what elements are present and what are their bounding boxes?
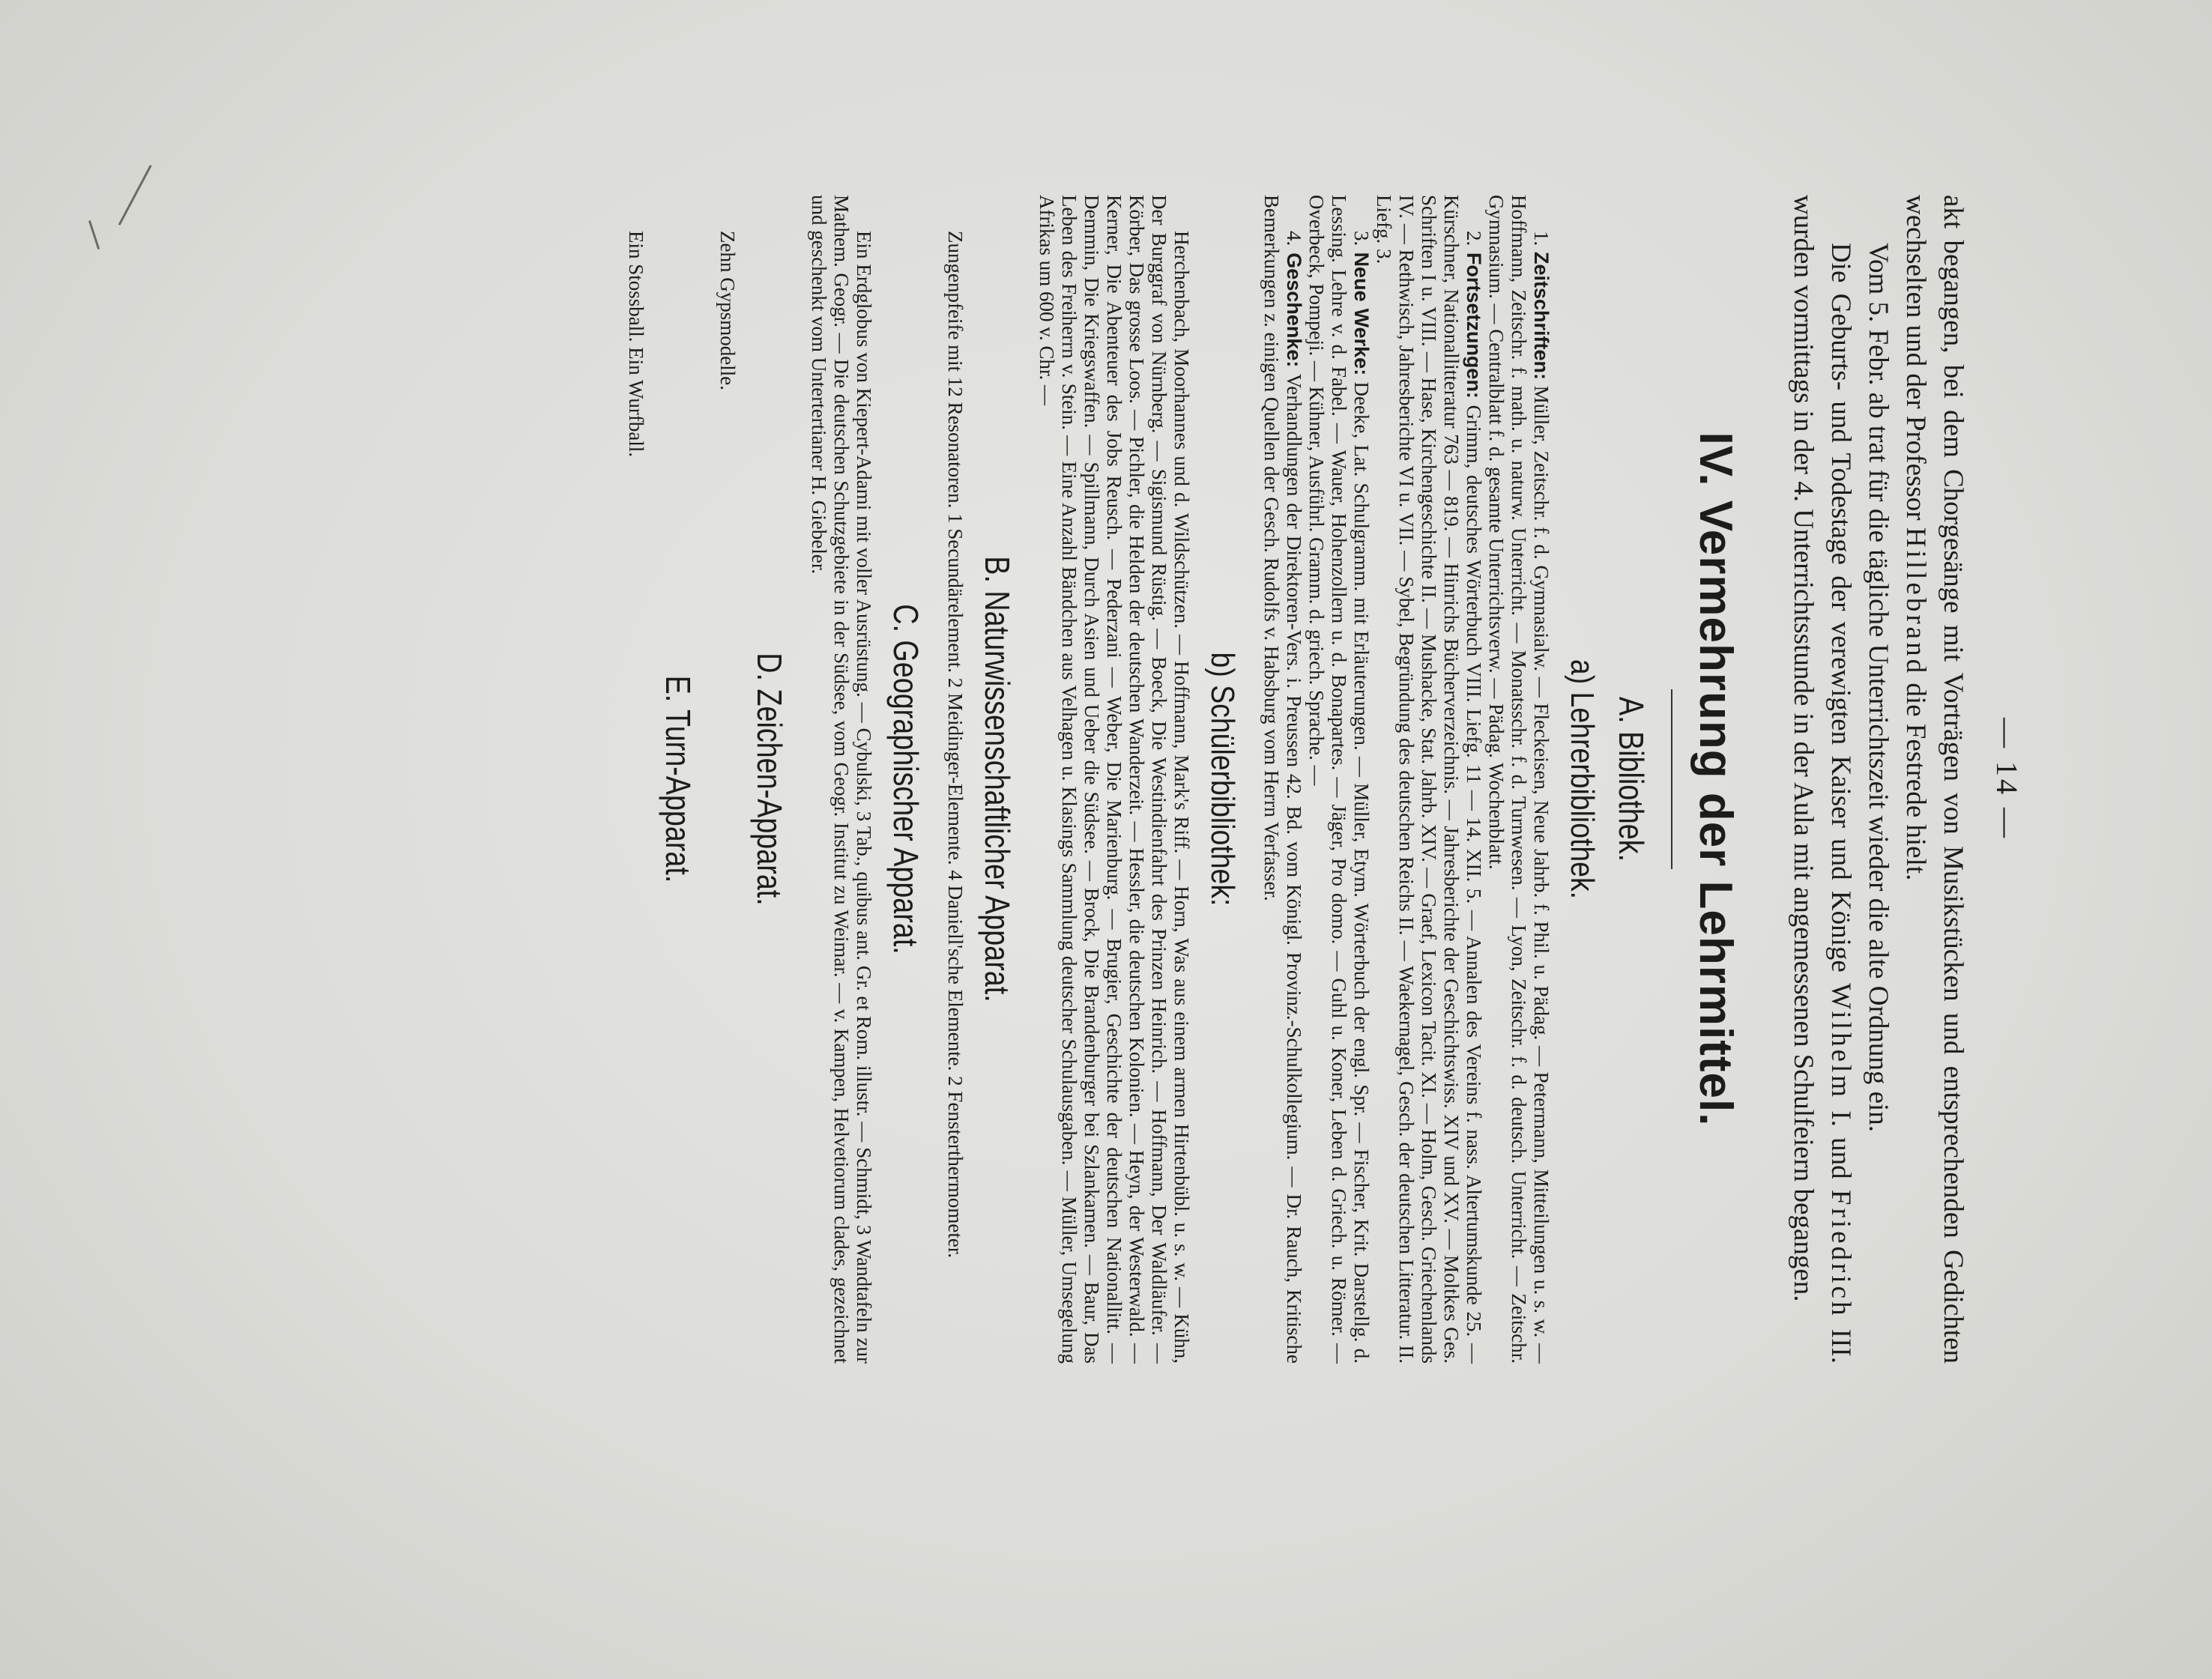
zeichen-text: Zehn Gypsmodelle. bbox=[716, 231, 739, 390]
heading-turn-apparat: E. Turn-Apparat. bbox=[659, 675, 698, 883]
divider-rule bbox=[1671, 689, 1672, 869]
document-body bbox=[625, 195, 2025, 1364]
heading-naturwissenschaftlicher-apparat: B. Naturwissenschaftlicher Apparat. bbox=[978, 556, 1017, 1002]
section-title: IV. Vermehrung der Lehrmittel. bbox=[1690, 432, 1741, 1127]
heading-geographischer-apparat: C. Geographischer Apparat. bbox=[886, 604, 925, 955]
page-number: — 14 — bbox=[1990, 718, 2024, 841]
name-hillebrand: Hillebrand bbox=[1900, 527, 1931, 677]
naturwissenschaft-text: Zungenpfeife mit 12 Resonatoren. 1 Secundärelement. 2 Meidinger-Elemente. 4 Daniell'sche Elemente. 2 Fensterthermometer. bbox=[944, 231, 967, 1259]
name-friedrich: Friedrich bbox=[1825, 1189, 1856, 1319]
schuelerbibliothek-list: Herchenbach, Moorhannes und d. Wildschützen. — Hoffmann, Mark's Riff. — Horn, Was aus einem armen Hirtenbübl. u. s. w. — Kühn, Der Burggraf von Nürnberg. — Sigismund Rüstig. — Boeck, Die Westindienfahrt des Prinzen Heinrich. — Hoffmann, Der Waldläufer. — Körber, Das grosse Loos. — Pichler, die Helden der deutschen Wanderzeit. — Hessler, die deutschen Kolonien. — Heyn, der Westerwald. — Kerner, Die Abenteuer des Jobs Reusch. — Pederzani — Weber, Die Marienburg. — Brugier, Geschichte der deutschen Nationallitt. — Demmin, Die Kriegswaffen. — Spillmann, Durch Asien und Ueber die Südsee. — Brock, Die Brandenburger bei Szlankamen. — Baur, Das Leben des Freiherrn v. Stein. — Eine Anzahl Bändchen aus Velhagen u. Klasings Sammlung deutscher Schulausgaben. — Müller, Umsegelung Afrikas um 600 v. Chr. — bbox=[1036, 195, 1193, 1364]
turn-text: Ein Stossball. Ein Wurfball. bbox=[625, 231, 647, 458]
heading-zeichen-apparat: D. Zeichen-Apparat. bbox=[750, 653, 789, 906]
intro-paragraph-1: akt begangen, bei dem Chorgesänge mit Vorträgen von Musikstücken und entsprechenden Gedichten wechselten und der Professor Hillebrand die Festrede hielt. bbox=[1900, 195, 1968, 1364]
heading-bibliothek: A. Bibliothek. bbox=[1612, 696, 1651, 862]
entry-geschenke: 4. Geschenke: Verhandlungen der Direktoren-Vers. i. Preussen 42. Bd. vom Königl. Provinz.-Schulkollegium. — Dr. Rauch, Kritische Bemerkungen z. einigen Quellen der Gesch. Rudolfs v. Habsburg vom Herrn Verfasser. bbox=[1260, 195, 1305, 1364]
intro-paragraph-3: Die Geburts- und Todestage der verewigten Kaiser und Könige Wilhelm I. und Friedrich III. wurden vormittags in der 4. Unterrichtsstunde in der Aula mit angemessenen Schulfeiern begangen. bbox=[1788, 195, 1856, 1364]
intro-text bbox=[1784, 195, 1971, 1364]
name-wilhelm: Wilhelm bbox=[1825, 983, 1856, 1101]
entry-neue-werke: 3. Neue Werke: Deeke, Lat. Schulgramm. mit Erläuterungen. — Müller, Etym. Wörterbuch der engl. Spr. — Fischer, Krit. Darstellg. d. Lessing. Lehre v. d. Fabel. — Wauer, Hohenzollern u. d. Bonapartes. — Jäger, Pro domo. — Guhl u. Koner, Leben d. Griech. u. Römer. — Overbeck, Pompeji. — Kühner, Ausführl. Gramm. d. griech. Sprache. — bbox=[1305, 195, 1373, 1364]
entry-fortsetzungen: 2. Fortsetzungen: Grimm, deutsches Wörterbuch VIII. Liefg. 11 — 14. XII. 5. — Annalen des Vereins f. nass. Altertumskunde 25. — Kürschner, Nationallitteratur 763 — 819. — Hinrichs Bücherverzeichnis. — Jahresberichte der Geschichtswiss. XIV und XV. — Moltkes Ges. Schriften I u. VIII. — Hase, Kirchengeschichte II. — Mushacke, Stat. Jahrb. XIV. — Graef, Lexicon Tacit. XI. — Holm, Gesch. Griechenlands IV. — Rethwisch, Jahresberichte VI u. VII. — Sybel, Begründung des deutschen Reichs II. — Waekernagel, Gesch. der deutschen Litteratur. II. Liefg. 3. bbox=[1373, 195, 1485, 1364]
entry-zeitschriften: 1. Zeitschriften: Müller, Zeitschr. f. d. Gymnasialw. — Fleckeisen, Neue Jahrb. f. Phil. u. Pädag. — Petermann, Mitteilungen u. s. w. — Hoffmann, Zeitschr. f. math. u. naturw. Unterricht. — Monatsschr. f. d. Turnwesen. — Lyon, Zeitschr. f. d. deutsch. Unterricht. — Zeitschr. Gymnasium. — Centralblatt f. d. gesamte Unterrichtsverw. — Pädag. Wochenblatt. bbox=[1485, 195, 1553, 1364]
heading-schuelerbibliothek: b) Schülerbibliothek: bbox=[1204, 652, 1241, 907]
heading-lehrerbibliothek: a) Lehrerbibliothek. bbox=[1564, 659, 1601, 900]
geographie-text: Ein Erdglobus von Kiepert-Adami mit voller Ausrüstung. — Cybulski, 3 Tab., quibus ant. Gr. et Rom. illustr. — Schmidt, 3 Wandtafeln zur Mathem. Geogr. — Die deutschen Schutzgebiete in der Südsee, vom Geogr. Institut zu Weimar. — v. Kampen, Helvetiorum clades, gezeichnet und geschenkt vom Untertertianer H. Giebeler. bbox=[808, 195, 875, 1364]
intro-paragraph-2: Vom 5. Febr. ab trat für die tägliche Unterrichtszeit wieder die alte Ordnung ein. bbox=[1863, 243, 1894, 1133]
